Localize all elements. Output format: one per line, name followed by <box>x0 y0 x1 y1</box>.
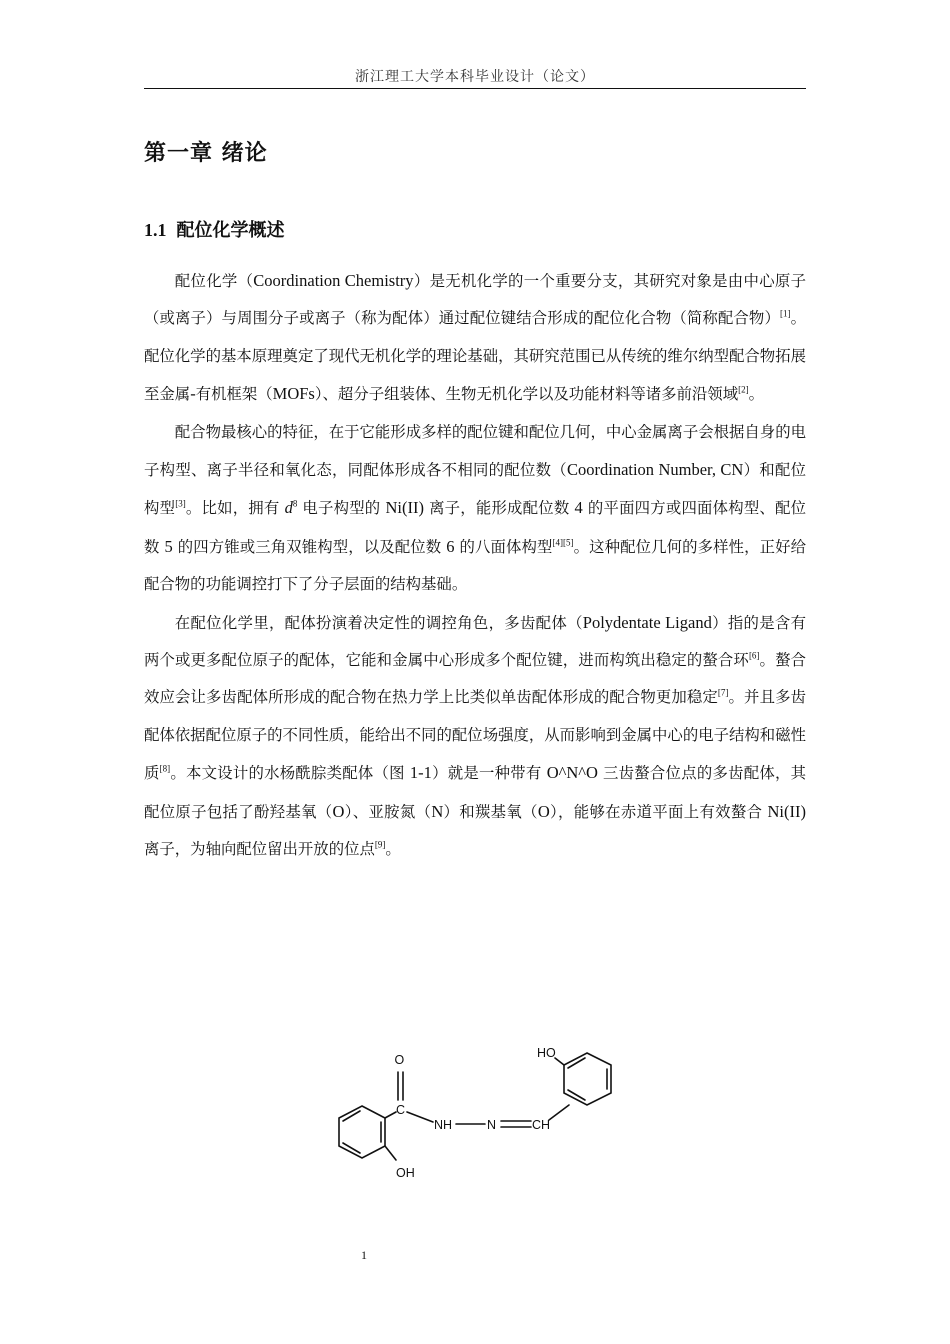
text-run: 的四方锥或三角双锥构型，以及配位数 <box>172 537 447 556</box>
text-run: 5 <box>164 536 173 556</box>
text-run: 6 <box>446 536 455 556</box>
atom-label: HO <box>537 1046 556 1060</box>
text-run: ）就是一种带有 <box>431 764 547 783</box>
text-run: 。并且多齿配体依据配位原子的不同性质，能给出不同的配位场强度，从而影响到金属中心的电子结构和磁性质 <box>144 688 806 783</box>
atom-label: N <box>487 1118 497 1132</box>
text-run: ）、亚胺氮（ <box>344 802 432 821</box>
text-run: O^N^O <box>546 763 598 783</box>
text-run: MOFs <box>272 384 315 404</box>
text-run: 配位化学（ <box>174 272 254 290</box>
text-run: 。螯合效应会让多齿配体所形成的配合物在热力学上比类似单齿配体形成的配合物更加稳定 <box>144 651 806 707</box>
text-run: 在配位化学里，配体扮演着决定性的调控角色，多齿配体（ <box>174 613 583 632</box>
text-run: 1-1 <box>409 763 432 783</box>
citation: [3] <box>175 498 186 509</box>
text-run: 。比如，拥有 <box>185 499 285 518</box>
atom-label: OH <box>396 1166 415 1180</box>
section-title: 配位化学概述 <box>176 220 285 241</box>
text-run: 。配位化学的基本原理奠定了现代无机化学的理论基础，其研究范围已从传统的维尔纳型配合物拓展至金属 <box>144 309 806 404</box>
text-run: 离子，为轴向配位留出开放的位点 <box>144 840 375 859</box>
text-run: Coordination Number, CN <box>566 460 744 480</box>
text-run: 。本文设计的水杨酰腙类配体（图 <box>170 764 410 783</box>
text-run: Ni(II) <box>767 801 806 821</box>
page-number: 1 <box>361 1248 367 1262</box>
citation: [9] <box>374 839 386 850</box>
paragraph-2 <box>144 414 806 604</box>
text-run: d <box>284 498 293 518</box>
text-run: 的平面四方或四面体构型、配位数 <box>144 499 806 556</box>
atom-label: NH <box>434 1118 453 1132</box>
text-run: ）指的是含有两个或更多配位原子的配体，它能和金属中心形成多个配位键，进而构筑出稳定的螯合环 <box>144 613 806 670</box>
text-run: 电子构型的 <box>297 499 386 518</box>
text-run: 有机框架（ <box>195 385 273 404</box>
text-run: ）和羰基氧（ <box>443 802 538 821</box>
text-run: Ni(II) <box>385 498 424 518</box>
text-run: 离子，能形成配位数 <box>423 499 575 518</box>
text-run: 三齿螯合位点的多齿配体，其配位原子包括了酚羟基氧（ <box>144 764 806 821</box>
chapter-title: 第一章 绪论 <box>144 141 268 166</box>
citation: [7] <box>717 687 729 698</box>
ligand-structure-figure <box>305 1042 645 1192</box>
atom-label: CH <box>532 1118 551 1132</box>
atom-label: C <box>396 1103 406 1117</box>
paragraph-1 <box>144 262 806 414</box>
right-benzene-ring <box>564 1053 611 1105</box>
section-heading <box>144 216 285 242</box>
citation: [1] <box>779 308 791 319</box>
superscript: 8 <box>292 498 298 509</box>
citation: [4][5] <box>552 537 574 548</box>
body-text <box>144 262 806 869</box>
paragraph-3 <box>144 604 806 869</box>
text-run: ）是无机化学的一个重要分支，其研究对象是由中心原子（或离子）与周围分子或离子（称为配体）通过配位键结合形成的配位化合物（简称配合物） <box>144 272 806 328</box>
left-benzene-ring <box>339 1106 385 1158</box>
text-run: Polydentate Ligand <box>582 612 712 632</box>
running-header: 浙江理工大学本科毕业设计（论文） <box>355 69 595 85</box>
text-run: O <box>332 801 345 821</box>
text-run: 。这种配位几何的多样性，正好给配合物的功能调控打下了分子层面的结构基础。 <box>144 537 806 594</box>
atom-label: O <box>394 1053 405 1067</box>
citation: [6] <box>748 650 760 661</box>
text-run: 。 <box>748 385 764 404</box>
text-run: ）和配位构型 <box>144 461 806 518</box>
text-run: 。 <box>385 840 401 859</box>
text-run: 4 <box>574 498 583 518</box>
text-run: ），能够在赤道平面上有效螯合 <box>549 802 768 821</box>
text-run: O <box>537 801 550 821</box>
text-run: Coordination Chemistry <box>253 271 414 290</box>
section-number: 1.1 <box>144 220 167 240</box>
text-run: - <box>190 384 196 404</box>
text-run: N <box>431 801 444 821</box>
citation: [2] <box>738 384 749 395</box>
citation: [8] <box>159 763 171 774</box>
header-rule <box>144 88 806 89</box>
text-run: 的八面体构型 <box>454 537 553 556</box>
text-run: ）、超分子组装体、生物无机化学以及功能材料等诸多前沿领域 <box>314 385 739 404</box>
text-run: 配合物最核心的特征，在于它能形成多样的配位键和配位几何，中心金属离子会根据自身的电子构型、离子半径和氧化态，同配体形成各不相同的配位数（ <box>144 422 806 480</box>
